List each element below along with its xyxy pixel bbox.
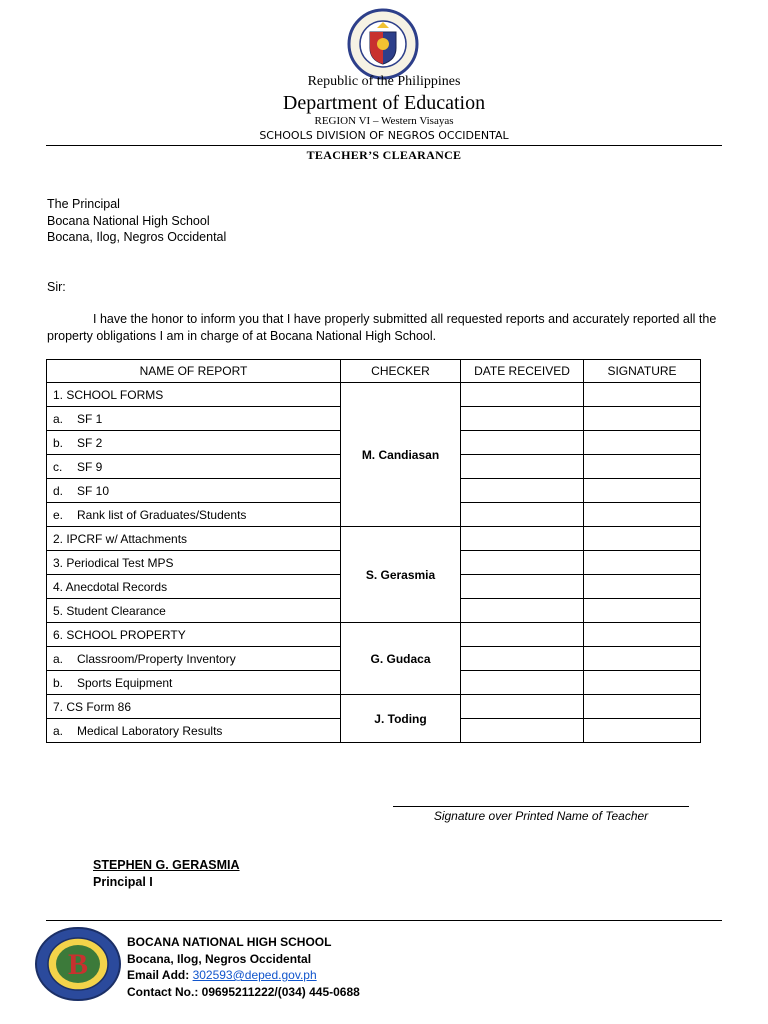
principal-name: STEPHEN G. GERASMIA xyxy=(93,858,240,872)
date-received-cell[interactable] xyxy=(461,551,584,575)
signature-cell[interactable] xyxy=(584,719,701,743)
letter-body: I have the honor to inform you that I have properly submitted all requested reports and accurately reported all the property obligations I am in charge of at Bocana National High School. xyxy=(47,312,717,343)
principal-title: Principal I xyxy=(93,875,153,889)
signature-cell[interactable] xyxy=(584,431,701,455)
date-received-cell[interactable] xyxy=(461,383,584,407)
table-row xyxy=(47,527,701,551)
checker-cell: G. Gudaca xyxy=(341,623,461,695)
signature-cell[interactable] xyxy=(584,383,701,407)
report-name: b. Sports Equipment xyxy=(47,671,341,695)
report-name: a. SF 1 xyxy=(47,407,341,431)
checker-cell: S. Gerasmia xyxy=(341,527,461,623)
footer-contact-block xyxy=(127,934,360,1000)
address-line-1: The Principal xyxy=(47,197,120,211)
footer-school-name: BOCANA NATIONAL HIGH SCHOOL xyxy=(127,935,332,949)
svg-text:B: B xyxy=(67,948,89,981)
date-received-cell[interactable] xyxy=(461,527,584,551)
table-row xyxy=(47,695,701,719)
header-date-received: DATE RECEIVED xyxy=(461,360,584,383)
address-line-3: Bocana, Ilog, Negros Occidental xyxy=(47,230,227,244)
address-line-2: Bocana National High School xyxy=(47,213,210,228)
email-link[interactable]: 302593@deped.gov.ph xyxy=(192,968,317,982)
report-name: c. SF 9 xyxy=(47,455,341,479)
report-name: 1. SCHOOL FORMS xyxy=(47,383,341,407)
deped-seal-icon xyxy=(344,8,422,80)
signature-cell[interactable] xyxy=(584,575,701,599)
report-name: d. SF 10 xyxy=(47,479,341,503)
recipient-address xyxy=(47,196,226,246)
department-title: Department of Education xyxy=(282,92,486,114)
table-row xyxy=(47,623,701,647)
footer-contact: Contact No.: 09695211222/(034) 445-0688 xyxy=(127,984,360,999)
document-title: TEACHER’S CLEARANCE xyxy=(306,148,462,162)
report-name: 3. Periodical Test MPS xyxy=(47,551,341,575)
clearance-table xyxy=(46,359,701,743)
date-received-cell[interactable] xyxy=(461,599,584,623)
date-received-cell[interactable] xyxy=(461,455,584,479)
signature-cell[interactable] xyxy=(584,479,701,503)
signature-cell[interactable] xyxy=(584,623,701,647)
date-received-cell[interactable] xyxy=(461,431,584,455)
signature-cell[interactable] xyxy=(584,671,701,695)
signature-caption: Signature over Printed Name of Teacher xyxy=(433,809,649,823)
date-received-cell[interactable] xyxy=(461,671,584,695)
region-line: REGION VI – Western Visayas xyxy=(314,115,454,127)
header-divider xyxy=(46,145,722,146)
email-label: Email Add: xyxy=(127,968,193,982)
salutation: Sir: xyxy=(47,280,66,294)
report-name: 4. Anecdotal Records xyxy=(47,575,341,599)
report-name: b. SF 2 xyxy=(47,431,341,455)
report-name: 7. CS Form 86 xyxy=(47,695,341,719)
signature-cell[interactable] xyxy=(584,455,701,479)
signature-cell[interactable] xyxy=(584,407,701,431)
footer-email-line xyxy=(127,967,360,984)
date-received-cell[interactable] xyxy=(461,503,584,527)
header-checker: CHECKER xyxy=(341,360,461,383)
checker-cell: J. Toding xyxy=(341,695,461,743)
date-received-cell[interactable] xyxy=(461,647,584,671)
footer-location: Bocana, Ilog, Negros Occidental xyxy=(127,951,312,966)
date-received-cell[interactable] xyxy=(461,695,584,719)
signature-cell[interactable] xyxy=(584,503,701,527)
report-name: 2. IPCRF w/ Attachments xyxy=(47,527,341,551)
date-received-cell[interactable] xyxy=(461,407,584,431)
signature-cell[interactable] xyxy=(584,527,701,551)
report-name: e. Rank list of Graduates/Students xyxy=(47,503,341,527)
table-row xyxy=(47,383,701,407)
report-name: a. Medical Laboratory Results xyxy=(47,719,341,743)
date-received-cell[interactable] xyxy=(461,479,584,503)
bocana-school-logo-icon xyxy=(34,926,122,1002)
footer-divider xyxy=(46,920,722,921)
date-received-cell[interactable] xyxy=(461,575,584,599)
checker-cell: M. Candiasan xyxy=(341,383,461,527)
header-signature: SIGNATURE xyxy=(584,360,701,383)
signature-cell[interactable] xyxy=(584,695,701,719)
signature-cell[interactable] xyxy=(584,551,701,575)
division-line: SCHOOLS DIVISION OF NEGROS OCCIDENTAL xyxy=(259,129,509,142)
signature-cell[interactable] xyxy=(584,599,701,623)
table-header-row xyxy=(47,360,701,383)
report-name: a. Classroom/Property Inventory xyxy=(47,647,341,671)
date-received-cell[interactable] xyxy=(461,719,584,743)
teacher-signature-line[interactable] xyxy=(393,806,689,807)
report-name: 5. Student Clearance xyxy=(47,599,341,623)
header-name-of-report: NAME OF REPORT xyxy=(47,360,341,383)
republic-line: Republic of the Philippines xyxy=(307,74,461,89)
signature-cell[interactable] xyxy=(584,647,701,671)
date-received-cell[interactable] xyxy=(461,623,584,647)
report-name: 6. SCHOOL PROPERTY xyxy=(47,623,341,647)
